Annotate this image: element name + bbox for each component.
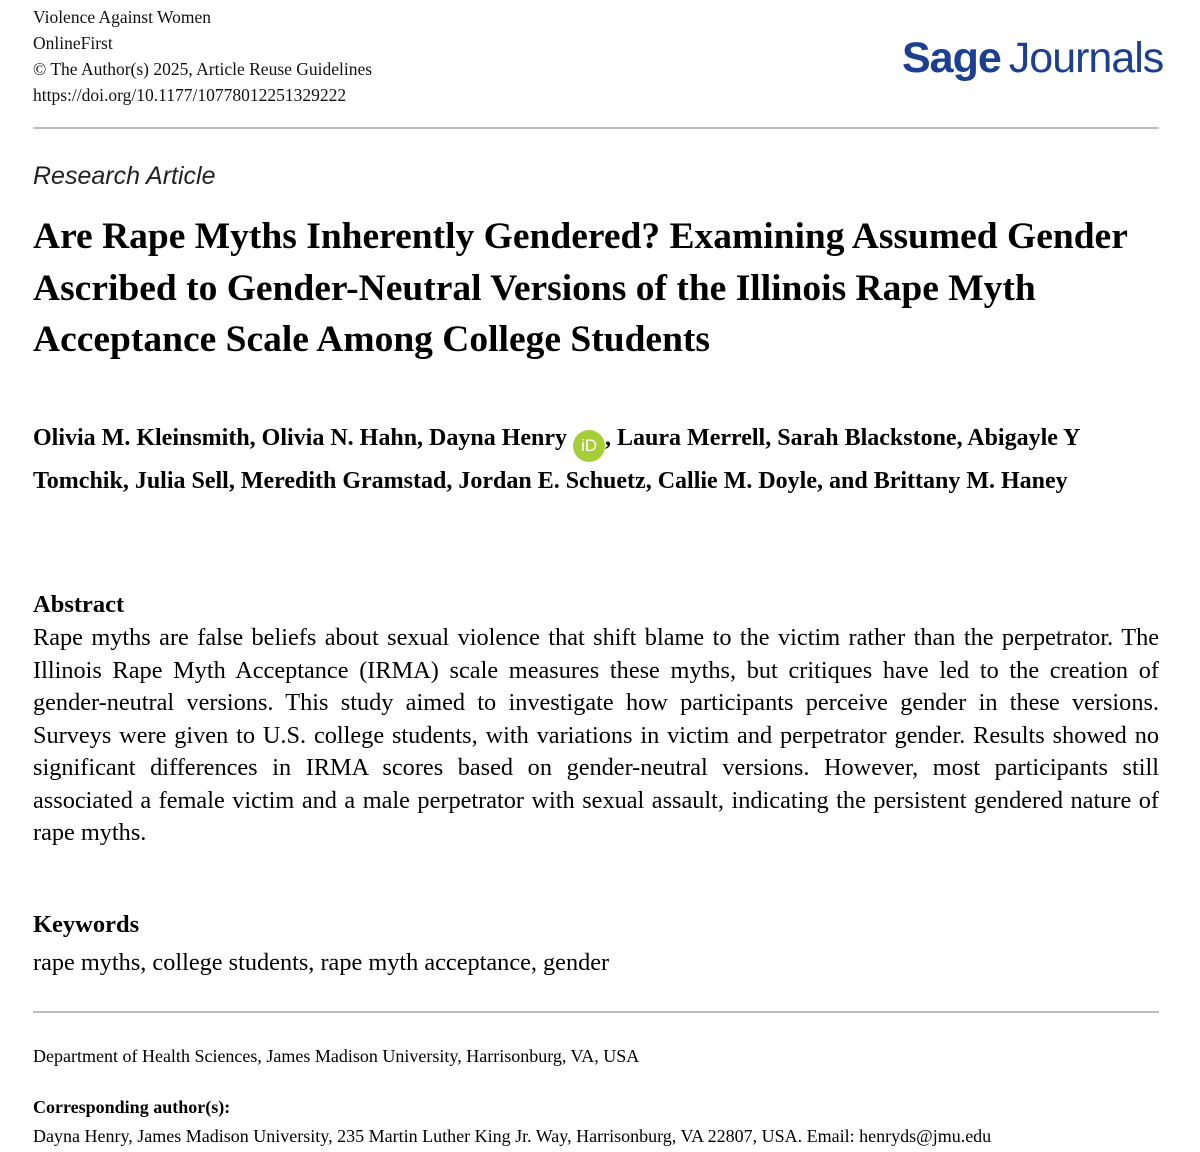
footer-divider — [33, 1011, 1159, 1013]
orcid-icon[interactable]: iD — [573, 430, 605, 462]
journal-meta — [33, 4, 372, 108]
authors-rest: , Laura Merrell, Sarah Blackstone, Abigayle Y Tomchik, Julia Sell, Meredith Gramstad, Jordan E. Schuetz, Callie M. Doyle, and Brittany M. Haney — [33, 425, 1080, 494]
abstract-heading: Abstract — [33, 591, 125, 618]
doi-link[interactable]: https://doi.org/10.1177/10778012251329222 — [33, 85, 347, 105]
affiliation: Department of Health Sciences, James Madison University, Harrisonburg, VA, USA — [33, 1046, 640, 1066]
author-list — [33, 419, 1173, 500]
logo-journals-text: Journals — [1008, 34, 1164, 82]
keywords-text: rape myths, college students, rape myth acceptance, gender — [33, 949, 610, 976]
article-title: Are Rape Myths Inherently Gendered? Examining Assumed Gender Ascribed to Gender-Neutral Versions of the Illinois Rape Myth Acceptance Scale Among College Students — [33, 216, 1128, 360]
journal-name: Violence Against Women — [33, 7, 212, 27]
corresponding-author-details: Dayna Henry, James Madison University, 235 Martin Luther King Jr. Way, Harrisonburg, VA 22807, USA. Email: henryds@jmu.edu — [33, 1126, 992, 1146]
corresponding-author-label: Corresponding author(s): — [33, 1097, 231, 1117]
authors-first: Olivia M. Kleinsmith, Olivia N. Hahn, Dayna Henry — [33, 425, 568, 451]
logo-sage-text: Sage — [902, 34, 1001, 82]
journal-edition: OnlineFirst — [33, 33, 113, 53]
header-divider — [33, 127, 1159, 129]
article-type: Research Article — [33, 162, 216, 190]
abstract-text: Rape myths are false beliefs about sexual violence that shift blame to the victim rather than the perpetrator. The Illinois Rape Myth Acceptance (IRMA) scale measures these myths, but critiques have led to the creation of gender-neutral versions. This study aimed to investigate how participants perceive gender in these versions. Surveys were given to U.S. college students, with variations in victim and perpetrator gender. Results showed no significant differences in IRMA scores based on gender-neutral versions. However, most participants still associated a female victim and a male perpetrator with sexual assault, indicating the persistent gendered nature of rape myths. — [33, 624, 1159, 846]
copyright-notice: © The Author(s) 2025, Article Reuse Guidelines — [33, 59, 373, 79]
sage-journals-logo[interactable] — [902, 30, 1163, 86]
keywords-heading: Keywords — [33, 911, 140, 938]
